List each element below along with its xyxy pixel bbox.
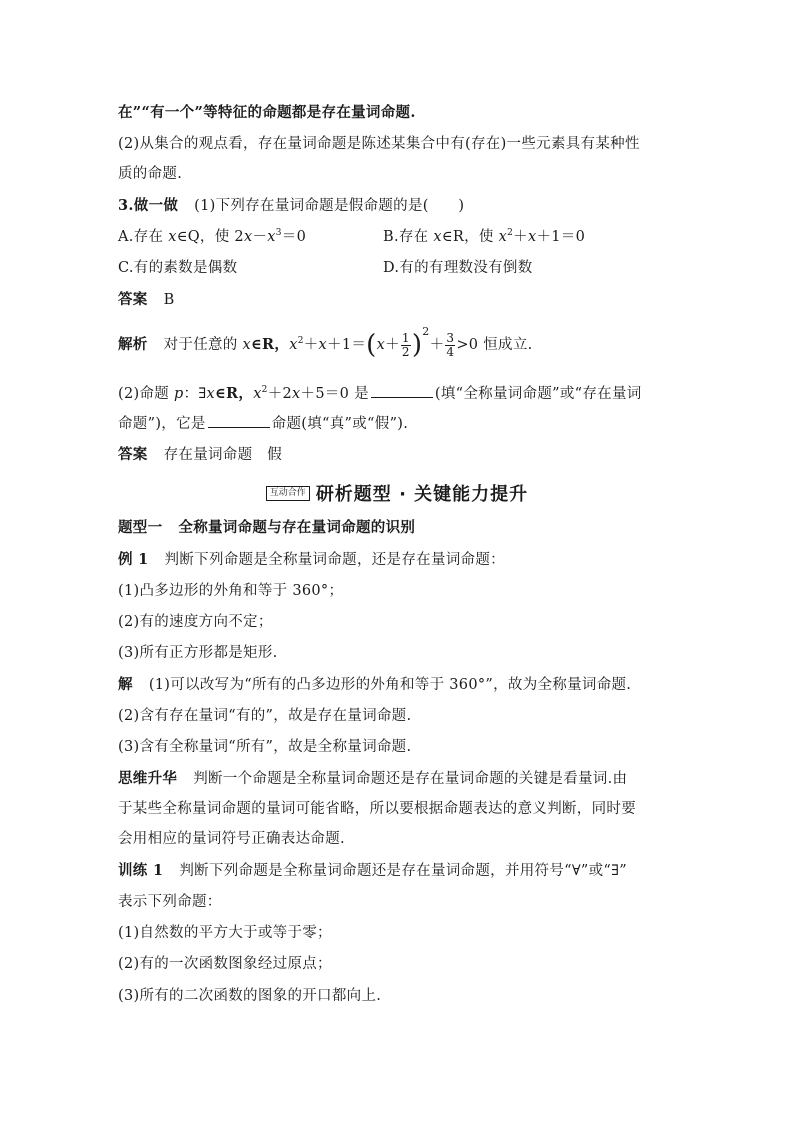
fill-blank[interactable] xyxy=(208,413,270,428)
text-line: 在”“有一个”等特征的命题都是存在量词命题. xyxy=(118,104,416,121)
list-item: (3)含有全称量词“所有”，故是全称量词命题. xyxy=(118,739,412,755)
exercise-heading: 3.做一做 (1)下列存在量词命题是假命题的是( ) xyxy=(118,197,465,214)
question-2: (2)命题 p：∃x∈R，$x^2+2x+5=0$ 是 (填“全称量词命题”或“存在量词 xyxy=(118,385,642,402)
list-item: (3)所有的二次函数的图象的开口都向上. xyxy=(118,988,382,1004)
text-line: 质的命题. xyxy=(118,166,183,182)
fraction-three-quarters: $\frac{3}{4}$ xyxy=(446,330,455,359)
text-line: 会用相应的量词符号正确表达命题. xyxy=(118,831,345,847)
section-title: 研析题型 · 关键能力提升 xyxy=(315,484,529,505)
answer-1: 答案 B xyxy=(118,291,175,308)
fill-blank[interactable] xyxy=(371,383,433,398)
option-c: C.有的素数是偶数 xyxy=(118,260,238,276)
solution: 解 (1)可以改写为“所有的凸多边形的外角和等于 360°”，故为全称量词命题. xyxy=(118,676,632,693)
options-row xyxy=(118,227,684,247)
list-item: (2)含有存在量词“有的”，故是存在量词命题. xyxy=(118,708,412,724)
section-badge: 互动合作 xyxy=(266,486,310,501)
example-1: 例 1 判断下列命题是全称量词命题，还是存在量词命题： xyxy=(118,551,505,568)
answer-2: 答案 存在量词命题 假 xyxy=(118,446,283,463)
list-item: (1)自然数的平方大于或等于零； xyxy=(118,925,332,941)
text-line: 于某些全称量词命题的量词可能省略，所以要根据命题表达的意义判断，同时要 xyxy=(118,801,636,817)
list-item: (1)凸多边形的外角和等于 360°； xyxy=(118,583,344,599)
text-line: (2)从集合的观点看，存在量词命题是陈述某集合中有(存在)一些元素具有某种性 xyxy=(118,136,640,152)
option-b: B.存在 x∈R，使 $x^2+x+1=0$ xyxy=(383,228,586,245)
list-item: (2)有的速度方向不定； xyxy=(118,614,273,630)
question-2-cont: 命题”)，它是 命题(填“真”或“假”). xyxy=(118,413,684,434)
text-line: 表示下列命题： xyxy=(118,894,222,910)
list-item: (3)所有正方形都是矩形. xyxy=(118,645,278,661)
analysis: 解析 对于任意的 x∈R，$x^2+x+1=(x+$ $\frac{1}{2}$ )$^2$＋ $\frac{3}{4}$ >0 恒成立. xyxy=(118,325,533,360)
option-a: A.存在 x∈Q，使 $2x-x^3=0$ xyxy=(118,228,307,245)
training-1: 训练 1 判断下列命题是全称量词命题还是存在量词命题，并用符号“∀”或“∃” xyxy=(118,862,628,879)
option-d: D.有的有理数没有倒数 xyxy=(383,260,533,276)
section-header xyxy=(0,480,794,506)
summary: 思维升华 判断一个命题是全称量词命题还是存在量词命题的关键是看量词.由 xyxy=(118,770,628,787)
list-item: (2)有的一次函数图象经过原点； xyxy=(118,956,332,972)
type-heading: 题型一 全称量词命题与存在量词命题的识别 xyxy=(118,519,416,536)
fraction-one-half: $\frac{1}{2}$ xyxy=(401,330,410,359)
options-row xyxy=(118,258,684,278)
